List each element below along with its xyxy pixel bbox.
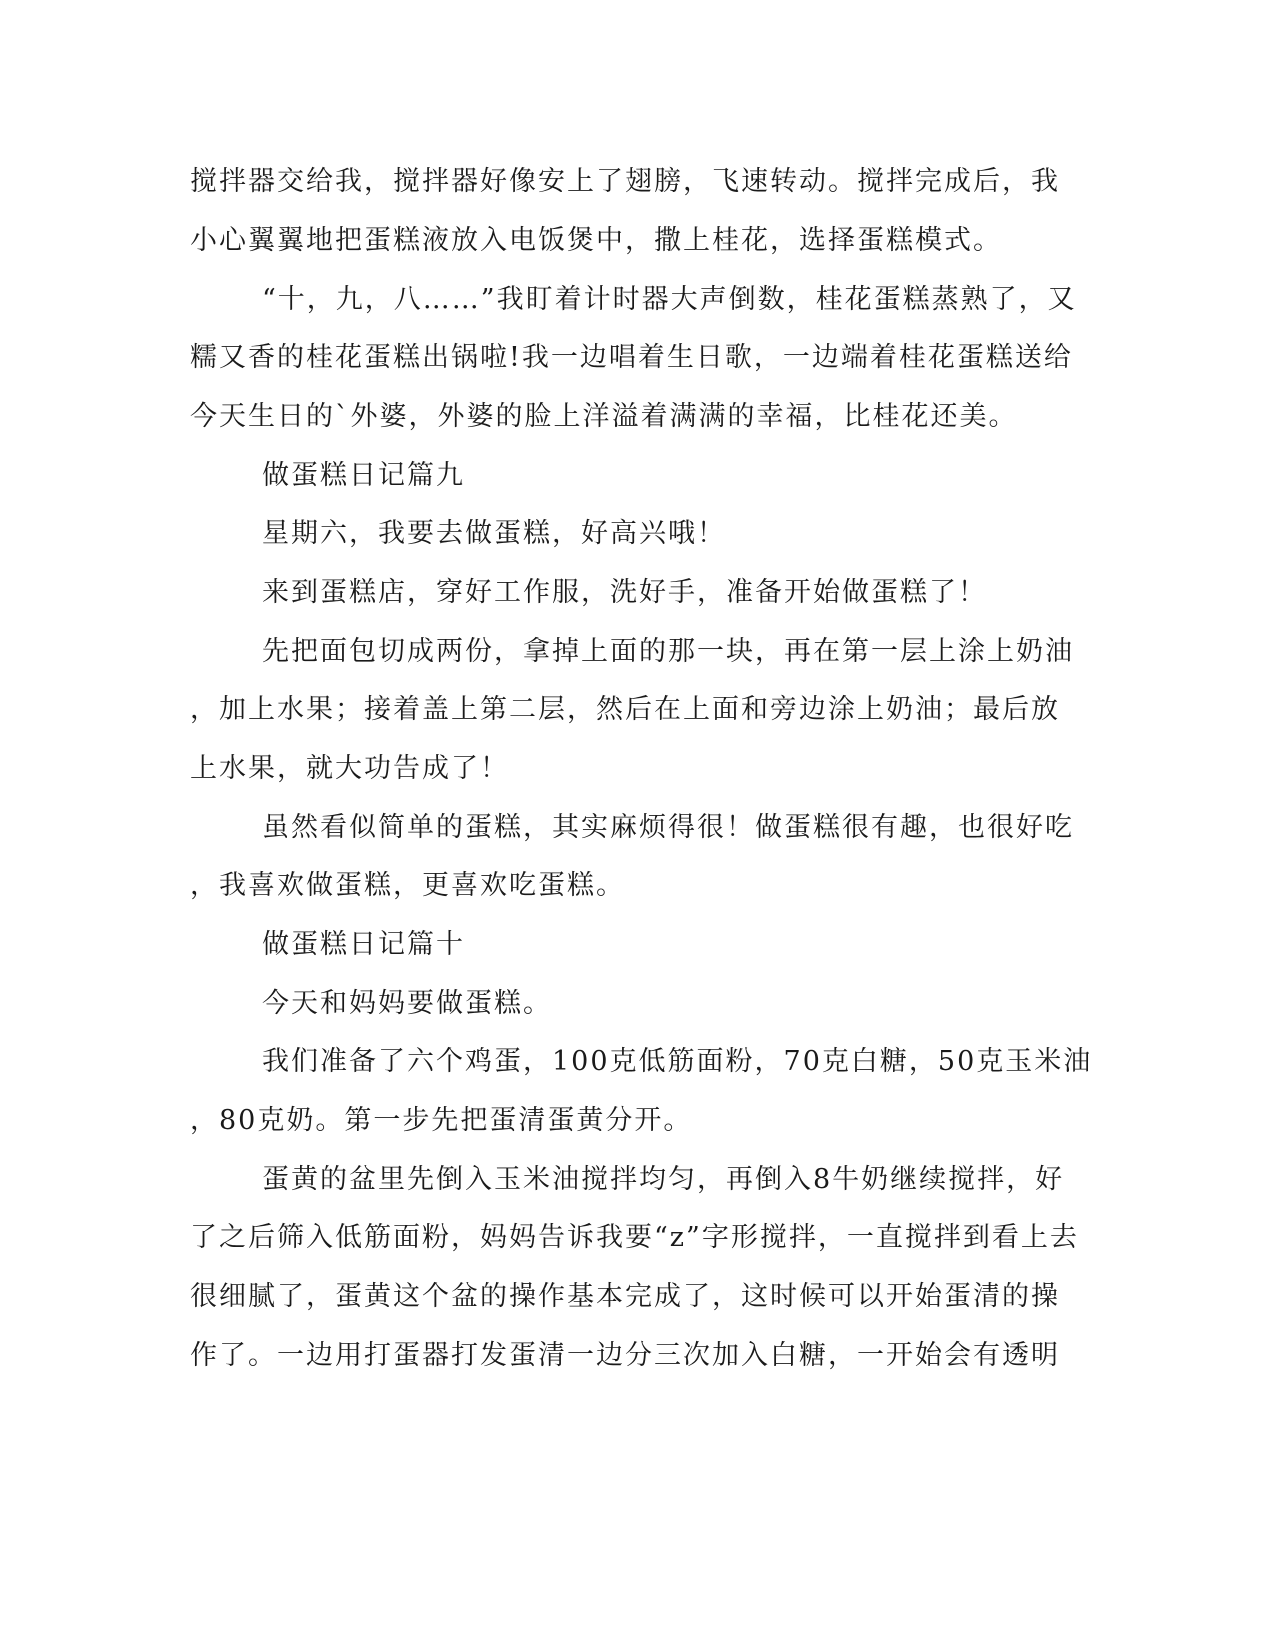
text-line: 了之后筛入低筋面粉，妈妈告诉我要“z”字形搅拌，一直搅拌到看上去	[190, 1222, 1079, 1253]
text-line: 很细腻了，蛋黄这个盆的操作基本完成了，这时候可以开始蛋清的操	[190, 1281, 1060, 1312]
text-line: 今天和妈妈要做蛋糕。	[262, 988, 552, 1019]
text-line: 虽然看似简单的蛋糕，其实麻烦得很！做蛋糕很有趣，也很好吃	[262, 812, 1074, 843]
text-line: 蛋黄的盆里先倒入玉米油搅拌均匀，再倒入8牛奶继续搅拌，好	[262, 1164, 1065, 1195]
text-line: 先把面包切成两份，拿掉上面的那一块，再在第一层上涂上奶油	[262, 636, 1074, 667]
text-line: 上水果，就大功告成了！	[190, 753, 509, 784]
text-line: 搅拌器交给我，搅拌器好像安上了翅膀，飞速转动。搅拌完成后，我	[190, 166, 1060, 197]
text-line: 小心翼翼地把蛋糕液放入电饭煲中，撒上桂花，选择蛋糕模式。	[190, 225, 1002, 256]
text-line: ，我喜欢做蛋糕，更喜欢吃蛋糕。	[190, 870, 625, 901]
section-heading: 做蛋糕日记篇九	[262, 460, 465, 491]
text-line: 糯又香的桂花蛋糕出锅啦!我一边唱着生日歌，一边端着桂花蛋糕送给	[190, 342, 1073, 373]
text-line: “十，九，八……”我盯着计时器大声倒数，桂花蛋糕蒸熟了，又	[262, 284, 1077, 315]
text-line: 我们准备了六个鸡蛋，100克低筋面粉，70克白糖，50克玉米油	[262, 1046, 1093, 1077]
section-heading: 做蛋糕日记篇十	[262, 929, 465, 960]
text-line: 作了。一边用打蛋器打发蛋清一边分三次加入白糖，一开始会有透明	[190, 1340, 1060, 1371]
text-line: 今天生日的`外婆，外婆的脸上洋溢着满满的幸福，比桂花还美。	[190, 401, 1018, 432]
text-line: 来到蛋糕店，穿好工作服，洗好手，准备开始做蛋糕了！	[262, 577, 987, 608]
text-line: ，80克奶。第一步先把蛋清蛋黄分开。	[190, 1105, 693, 1136]
text-line: 星期六，我要去做蛋糕，好高兴哦！	[262, 518, 726, 549]
text-line: ，加上水果；接着盖上第二层，然后在上面和旁边涂上奶油；最后放	[190, 694, 1060, 725]
